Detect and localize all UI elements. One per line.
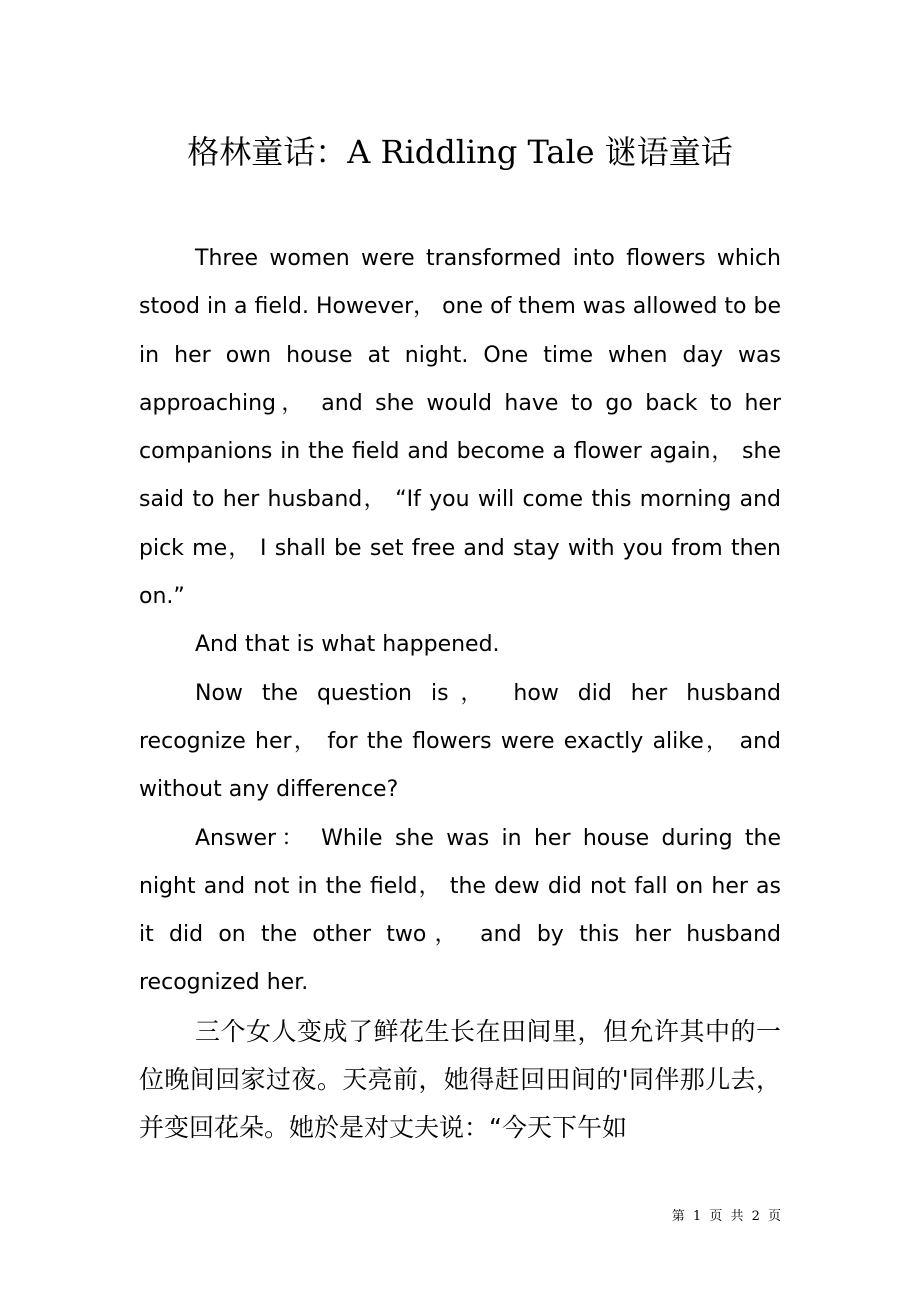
paragraph-happened: And that is what happened.	[195, 632, 500, 658]
document-body	[139, 235, 781, 1153]
paragraph-question: Now the question is， how did her husband recognize her， for the flowers were exactly alike， and without any difference?	[139, 680, 781, 803]
paragraph-story: Three women were transformed into flowers which stood in a field. However， one of them was allowed to be in her own house at night. One time when day was approaching， and she would have to go back to her companions in the field and become a flower again， she said to her husband， “If you will come this morning and pick me， I shall be set free and stay with you from then on.”	[139, 246, 781, 610]
paragraph-chinese-translation: 三个女人变成了鲜花生长在田间里，但允许其中的一位晚间回家过夜。天亮前，她得赶回田间的'同伴那儿去，并变回花朵。她於是对丈夫说：“今天下午如	[139, 1016, 781, 1143]
document-title: 格林童话：A Riddling Tale 谜语童话	[187, 133, 733, 171]
paragraph-answer: Answer： While she was in her house during the night and not in the field， the dew did not fall on her as it did on the other two， and by this her husband recognized her.	[139, 825, 781, 996]
page-number: 第 1 页 共 2 页	[671, 1209, 781, 1224]
